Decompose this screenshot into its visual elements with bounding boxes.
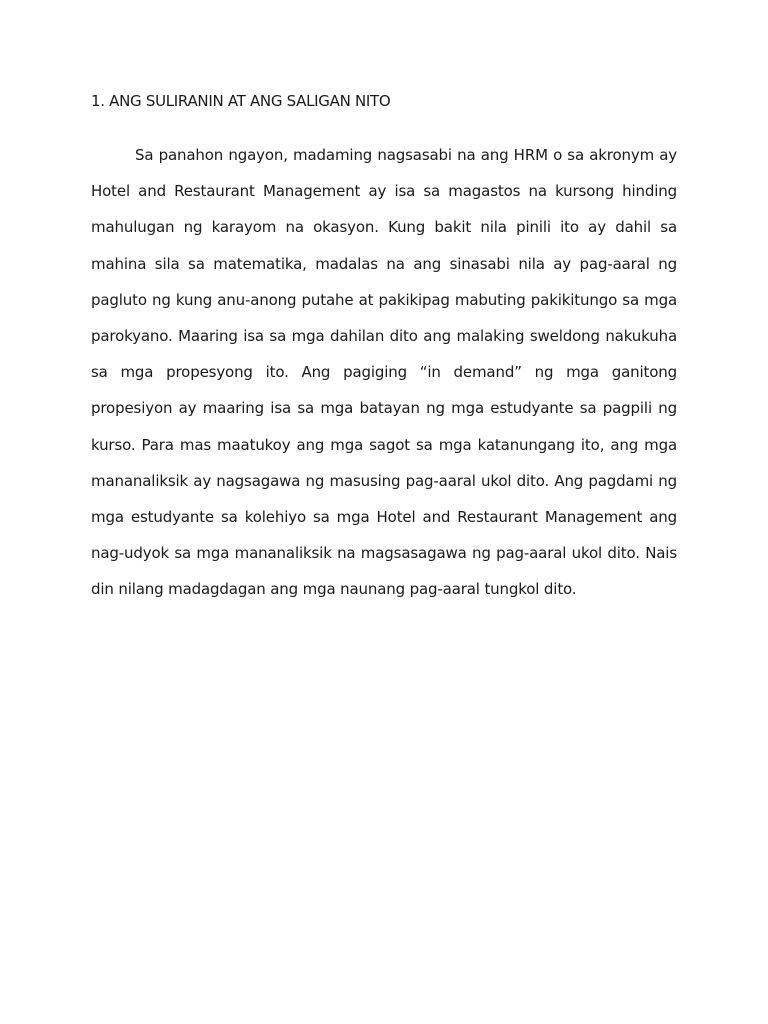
body-paragraph: Sa panahon ngayon, madaming nagsasabi na ang HRM o sa akronym ay Hotel and Restaurant Management ay isa sa magastos na kursong hinding mahulugan ng karayom na okasyon. Kung bakit nila pinili ito ay dahil sa mahina sila sa matematika, madalas na ang sinasabi nila ay pag-aaral ng pagluto ng kung anu-anong putahe at pakikipag mabuting pakikitungo sa mga parokyano. Maaring isa sa mga dahilan dito ang malaking sweldong nakukuha sa mga propesyong ito. Ang pagiging “in demand” ng mga ganitong propesiyon ay maaring isa sa mga batayan ng mga estudyante sa pagpili ng kurso. Para mas maatukoy ang mga sagot sa mga katanungang ito, ang mga mananaliksik ay nagsagawa ng masusing pag-aaral ukol dito. Ang pagdami ng mga estudyante sa kolehiyo sa mga Hotel and Restaurant Management ang nag-udyok sa mga mananaliksik na magsasagawa ng pag-aaral ukol dito. Nais din nilang madagdagan ang mga naunang pag-aaral tungkol dito. bbox=[91, 146, 677, 599]
section-heading: 1. ANG SULIRANIN AT ANG SALIGAN NITO bbox=[91, 92, 391, 110]
